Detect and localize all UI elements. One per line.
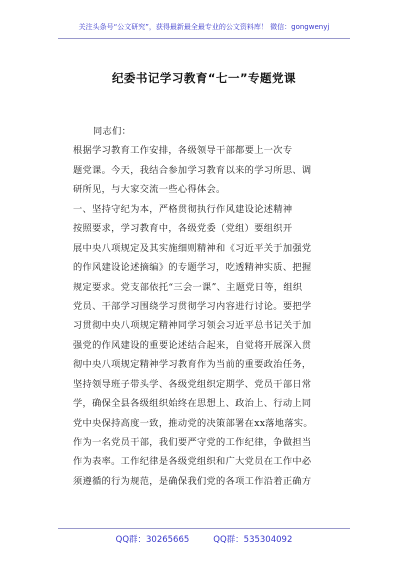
document-body: [73, 122, 319, 491]
paragraph-line: 须遵循的行为规范，是确保我们党的各项工作沿着正确方: [73, 475, 312, 487]
document-title: 纪委书记学习教育“七一”专题党课: [111, 71, 297, 85]
salutation-line: 同志们：: [93, 126, 132, 137]
paragraph-line: 按照要求，学习教育中，各级党委（党组）要组织开: [73, 223, 293, 235]
paragraph-line: 学，确保全县各级组织始终在思想上、政治上、行动上同: [73, 398, 312, 410]
header-divider: [58, 38, 350, 39]
paragraph-line: 党中央保持高度一致，推动党的决策部署在xx落地落实。: [73, 417, 313, 429]
paragraph-line: 党员、干部学习围绕学习贯彻学习内容进行讨论。要把学: [73, 300, 312, 312]
footer-qq-group-2: QQ群：535304092: [213, 535, 293, 545]
paragraph-line: 坚持领导班子带头学、各级党组织定期学、党员干部日常: [73, 378, 312, 390]
paragraph-line: 规定要求。党支部依托“三会一课”、主题党日等，组织: [73, 281, 303, 293]
footer: [0, 533, 408, 545]
paragraph-line: 根据学习教育工作安排，各级领导干部都要上一次专: [73, 145, 293, 157]
paragraph-line: 的作风建设论述摘编》的专题学习，吃透精神实质、把握: [73, 262, 312, 274]
paragraph-line: 展中央八项规定及其实施细则精神和《习近平关于加强党: [73, 242, 312, 254]
footer-divider: [58, 528, 350, 529]
paragraph-line: 彻中央八项规定精神学习教育作为当前的重要政治任务，: [73, 359, 312, 371]
paragraph-line: 强党的作风建设的重要论述结合起来，自觉将开展深入贯: [73, 339, 312, 351]
paragraph-line: 习贯彻中央八项规定精神同学习领会习近平总书记关于加: [73, 320, 312, 332]
paragraph-line: 作为表率。工作纪律是各级党组织和广大党员在工作中必: [73, 456, 312, 468]
header-banner: 关注头条号“公文研究”，获得最新最全最专业的公文资料库！ 微信：gongwenyj: [78, 23, 330, 31]
section-heading-line: 一、坚持守纪为本，严格贯彻执行作风建设论述精神: [73, 203, 293, 215]
paragraph-line: 题党课。今天，我结合参加学习教育以来的学习所思、调: [73, 164, 312, 176]
footer-qq-group-1: QQ群：30265665: [115, 535, 190, 545]
paragraph-line: 作为一名党员干部，我们要严守党的工作纪律，争做担当: [73, 437, 312, 448]
paragraph-line: 研所见，与大家交流一些心得体会。: [73, 184, 226, 196]
